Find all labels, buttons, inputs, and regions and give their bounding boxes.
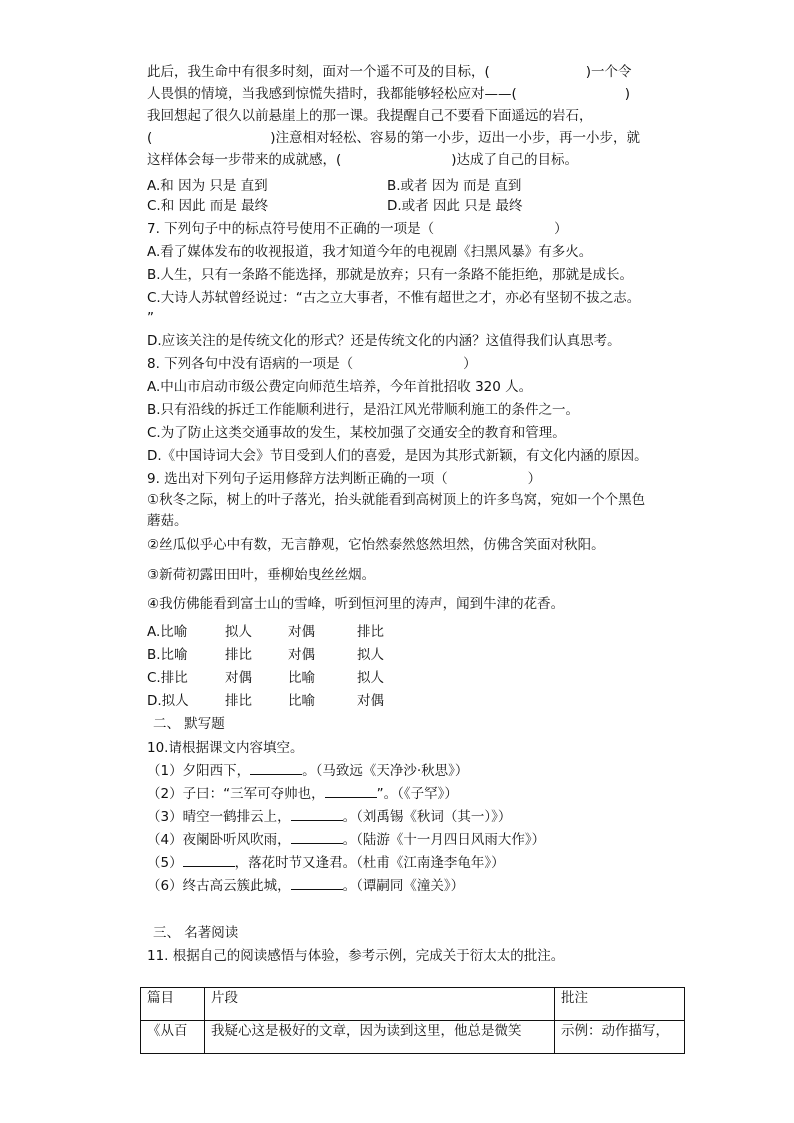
item-text: 。（马致远《天净沙·秋思》）: [302, 763, 469, 779]
q6-option-a[interactable]: A.和 因为 只是 直到: [147, 178, 268, 194]
q6-passage-line: [147, 84, 630, 104]
passage-text: )达成了自己的目标。: [451, 152, 579, 168]
q7-stem: [147, 219, 568, 239]
question-text: 8. 下列各句中没有语病的一项是（: [147, 356, 354, 372]
q9-sentence-2: ②丝瓜似乎心中有数，无言静观，它怡然泰然悠然坦然，仿佛含笑面对秋阳。: [147, 537, 605, 553]
option-cell: 排比: [225, 647, 252, 663]
item-text: 。（陆游《十一月四日风雨大作》）: [342, 832, 546, 848]
option-cell: 排比: [357, 624, 384, 640]
q11-stem: 11. 根据自己的阅读感悟与体验，参考示例，完成关于衍太太的批注。: [147, 948, 565, 964]
q8-option-a[interactable]: A.中山市启动市级公费定向师范生培养，今年首批招收 320 人。: [147, 379, 533, 395]
q10-item-2: [147, 784, 458, 804]
option-cell: 对偶: [357, 693, 384, 709]
fill-in-blank[interactable]: [291, 830, 343, 844]
question-text: 7. 下列句子中的标点符号使用不正确的一项是（: [147, 221, 435, 237]
passage-text: ): [624, 86, 631, 102]
item-text: （4）夜阑卧听风吹雨，: [147, 832, 291, 848]
option-cell: 拟人: [357, 670, 384, 686]
item-text: ”。（《子罕》）: [376, 786, 458, 802]
fill-in-blank[interactable]: [183, 853, 235, 867]
q8-stem: [147, 354, 477, 374]
q6-passage-line: 我回想起了很久以前悬崖上的那一课。我提醒自己不要看下面遥远的岩石，: [147, 108, 593, 124]
q6-option-b[interactable]: B.或者 因为 而是 直到: [387, 178, 522, 194]
item-text: ，落花时节又逢君。（杜甫《江南逢李龟年》）: [234, 855, 505, 871]
fill-in-blank[interactable]: [291, 807, 343, 821]
q9-sentence-1: ①秋冬之际，树上的叶子落光，抬头就能看到高树顶上的许多鸟窝，宛如一个个黑色: [147, 492, 646, 508]
question-text: ）: [463, 356, 477, 372]
item-text: （5）: [147, 855, 183, 871]
table-cell[interactable]: 示例：动作描写，: [555, 1021, 685, 1054]
table-header: 片段: [205, 988, 555, 1021]
option-cell: 比喻: [288, 670, 315, 686]
item-text: 。（谭嗣同《潼关》）: [342, 878, 465, 894]
fill-in-blank[interactable]: [291, 876, 343, 890]
passage-text: 人畏惧的情境，当我感到惊慌失措时，我都能够轻松应对——(: [147, 86, 517, 102]
option-cell: 排比: [225, 693, 252, 709]
section-heading: 三、 名著阅读: [153, 925, 239, 941]
q7-option-a[interactable]: A.看了媒体发布的收视报道，我才知道今年的电视剧《扫黑风暴》有多火。: [147, 244, 593, 260]
q6-option-c[interactable]: C.和 因此 而是 最终: [147, 198, 269, 214]
table-header: 批注: [555, 988, 685, 1021]
option-cell: 拟人: [357, 647, 384, 663]
q8-option-d[interactable]: D.《中国诗词大会》节目受到人们的喜爱，是因为其形式新颖，有文化内涵的原因。: [147, 448, 648, 464]
question-text: 9. 选出对下列句子运用修辞方法判断正确的一项（: [147, 471, 448, 487]
q6-passage-line: [147, 150, 578, 170]
table-cell: 我疑心这是极好的文章，因为读到这里，他总是微笑: [205, 1021, 555, 1054]
q10-item-1: [147, 761, 468, 781]
q9-sentence-4: ④我仿佛能看到富士山的雪峰，听到恒河里的涛声，闻到牛津的花香。: [147, 596, 565, 612]
option-label: A.比喻: [147, 624, 188, 640]
q10-item-6: [147, 876, 464, 896]
item-text: 。（刘禹锡《秋词（其一）》）: [342, 809, 512, 825]
q6-option-d[interactable]: D.或者 因此 只是 最终: [387, 198, 523, 214]
option-label: B.比喻: [147, 647, 188, 663]
q9-sentence-1-continued: 蘑菇。: [147, 513, 188, 529]
item-text: （6）终古高云簇此城，: [147, 878, 291, 894]
option-cell: 对偶: [225, 670, 252, 686]
annotation-table: [140, 987, 685, 1054]
item-text: （2）子曰：“三军可夺帅也，: [147, 786, 325, 802]
option-cell: 对偶: [288, 647, 315, 663]
table-cell: 《从百: [141, 1021, 205, 1054]
fill-in-blank[interactable]: [250, 761, 302, 775]
q10-item-5: [147, 853, 505, 873]
table-header-row: [141, 988, 685, 1021]
table-header: 篇目: [141, 988, 205, 1021]
passage-text: )一个令: [585, 64, 632, 80]
table-row: [141, 1021, 685, 1054]
option-label: C.排比: [147, 670, 188, 686]
q6-passage-line: [147, 128, 640, 148]
q6-passage-line: [147, 62, 632, 82]
passage-text: 这样体会每一步带来的成就感，(: [147, 152, 342, 168]
option-cell: 比喻: [288, 693, 315, 709]
question-text: ）: [554, 221, 568, 237]
passage-text: 此后，我生命中有很多时刻，面对一个遥不可及的目标，(: [147, 64, 490, 80]
option-cell: 对偶: [288, 624, 315, 640]
question-text: ）: [527, 471, 542, 487]
option-label: D.拟人: [147, 693, 189, 709]
q9-sentence-3: ③新荷初露田田叶，垂柳始曳丝丝烟。: [147, 567, 376, 583]
q7-option-c-continued: ”: [147, 310, 154, 326]
q10-item-3: [147, 807, 511, 827]
q9-stem: [147, 469, 541, 489]
q7-option-c[interactable]: C.大诗人苏轼曾经说过：“古之立大事者，不惟有超世之才，亦必有坚韧不拔之志。: [147, 290, 641, 306]
q7-option-d[interactable]: D.应该关注的是传统文化的形式？还是传统文化的内涵？这值得我们认真思考。: [147, 333, 621, 349]
section-heading: 二、 默写题: [153, 716, 225, 732]
fill-in-blank[interactable]: [325, 784, 377, 798]
q7-option-b[interactable]: B.人生，只有一条路不能选择，那就是放弃；只有一条路不能拒绝，那就是成长。: [147, 267, 634, 283]
option-cell: 拟人: [225, 624, 252, 640]
passage-text: )注意相对轻松、容易的第一小步，迈出一小步，再一小步，就: [270, 130, 641, 146]
q8-option-b[interactable]: B.只有沿线的拆迁工作能顺利进行，是沿江风光带顺利施工的条件之一。: [147, 402, 580, 418]
item-text: （3）晴空一鹤排云上，: [147, 809, 291, 825]
passage-text: (: [147, 130, 153, 146]
item-text: （1）夕阳西下，: [147, 763, 251, 779]
q10-stem: 10.请根据课文内容填空。: [147, 740, 304, 756]
q10-item-4: [147, 830, 545, 850]
q8-option-c[interactable]: C.为了防止这类交通事故的发生，某校加强了交通安全的教育和管理。: [147, 425, 566, 441]
